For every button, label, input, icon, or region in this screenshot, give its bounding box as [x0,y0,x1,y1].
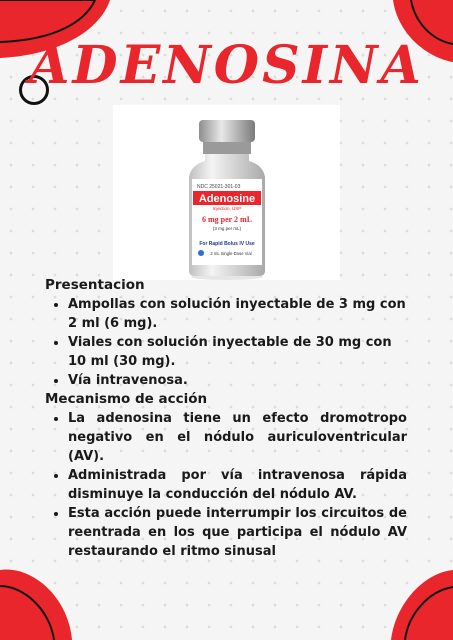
list-item: • Viales con solución inyectable de 30 mg con 10 ml (30 mg). [68,333,407,371]
presentacion-list [45,295,407,390]
list-item: • La adenosina tiene un efecto dromotropo negativo en el nódulo auriculoventricular (AV). [68,409,407,466]
vial-concentration: (3 mg per mL) [212,226,242,231]
vial-dose: 6 mg per 2 mL [201,215,253,224]
vial-subtitle: Injection, USP [212,206,242,211]
corner-blob-bottom-right [383,565,453,640]
list-item: • Esta acción puede interrumpir los circuitos de reentrada en los que participa el nódulo AV restaurando el ritmo sinusal [68,504,407,561]
section-heading-mecanismo: Mecanismo de acción [45,391,208,407]
content [45,276,407,561]
vial-illustration [113,105,340,280]
list-item: • Vía intravenosa. [68,371,407,390]
vial-brand: Adenosine [198,193,256,205]
vial-image [113,105,340,280]
vial-ndc: NDC 25021-301-03 [197,184,241,190]
page-title: ADENOSINA [29,35,424,96]
vial-volume: 2 mL Single-Dose Vial [210,251,252,256]
list-item: • Ampollas con solución inyectable de 3 mg con 2 ml (6 mg). [68,295,407,333]
vial-route: For Rapid Bolus IV Use [199,241,255,247]
corner-blob-bottom-left [0,560,80,640]
list-item: • Administrada por vía intravenosa rápida disminuye la conducción del nódulo AV. [68,466,407,504]
section-heading-presentacion: Presentacion [45,277,145,293]
mecanismo-list [45,409,407,561]
